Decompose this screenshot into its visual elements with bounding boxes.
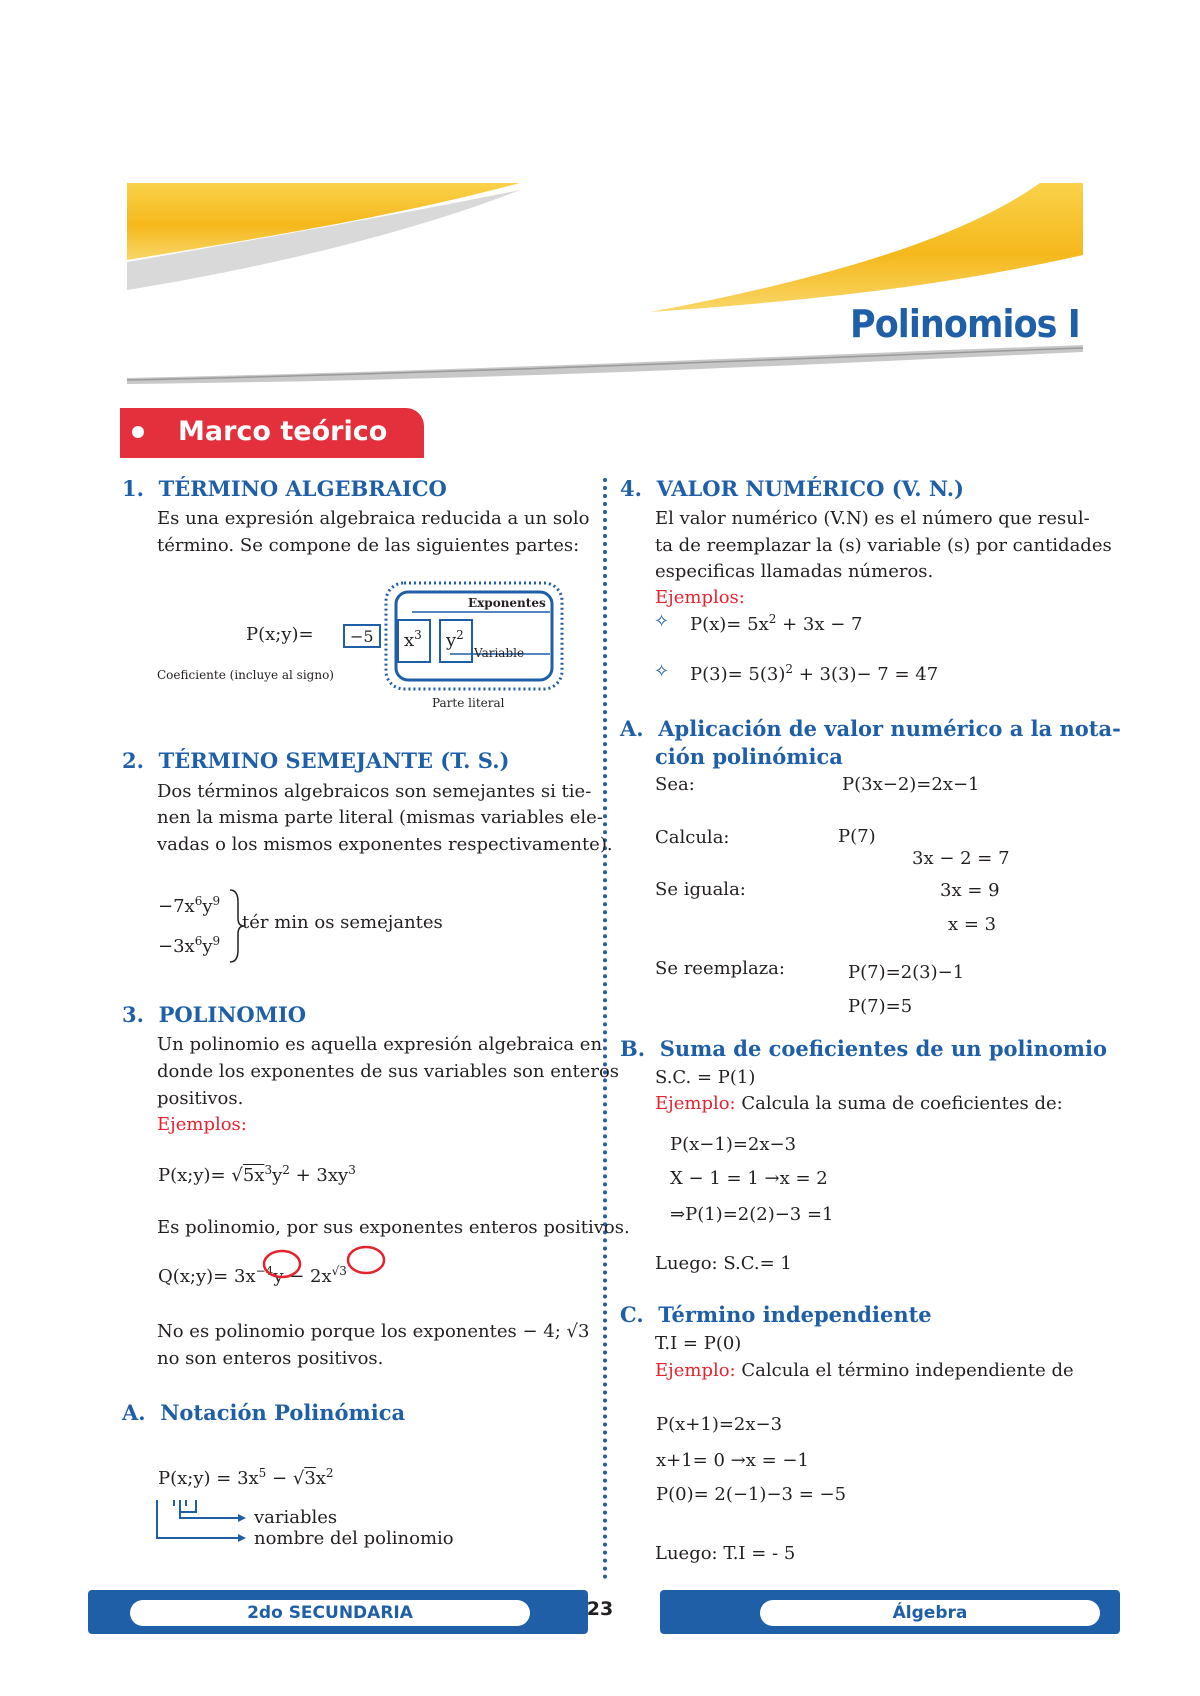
ti-eq-1: P(x+1)=2x−3 bbox=[656, 1414, 783, 1435]
diagram-y: $y^2$ bbox=[446, 628, 464, 651]
footer-grade: 2do SECUNDARIA bbox=[130, 1600, 530, 1626]
diagram-coef: −5 bbox=[350, 627, 374, 646]
diagram-expr: P(x;y)= bbox=[246, 624, 314, 645]
ti-formula: T.I = P(0) bbox=[655, 1333, 742, 1354]
label-variable: Variable bbox=[474, 646, 525, 660]
badge-label: Marco teórico bbox=[178, 416, 388, 447]
sc-eq-2: X − 1 = 1 →x = 2 bbox=[670, 1168, 828, 1189]
calcula-label: Calcula: bbox=[655, 827, 730, 848]
section-2-line-3: vadas o los mismos exponentes respectivamente). bbox=[157, 834, 613, 855]
sc-eq-1: P(x−1)=2x−3 bbox=[670, 1134, 797, 1155]
label-parte-literal: Parte literal bbox=[432, 696, 505, 710]
section-1-title: 1. TÉRMINO ALGEBRAICO bbox=[122, 476, 447, 501]
polynomial-q: Q(x;y)= $3x^{-4}y - 2x^{√3}$ bbox=[158, 1264, 347, 1287]
ti-result: Luego: T.I = - 5 bbox=[655, 1543, 796, 1564]
section-3-line-3: positivos. bbox=[157, 1088, 244, 1109]
section-2-line-1: Dos términos algebraicos son semejantes si tie- bbox=[157, 781, 592, 802]
section-A-right-title-1: A. Aplicación de valor numérico a la nota- bbox=[620, 716, 1121, 741]
iguala-label: Se iguala: bbox=[655, 879, 746, 900]
section-4-line-1: El valor numérico (V.N) es el número que resul- bbox=[655, 508, 1090, 529]
sc-formula: S.C. = P(1) bbox=[655, 1067, 756, 1088]
sparkle-icon: ✧ bbox=[654, 611, 670, 632]
ti-eq-2: x+1= 0 →x = −1 bbox=[656, 1450, 809, 1471]
ti-example: Ejemplo: Calcula el término independiente de bbox=[655, 1360, 1074, 1381]
page-number: 23 bbox=[586, 1598, 614, 1620]
section-1-line-2: término. Se compone de las siguientes partes: bbox=[157, 535, 580, 556]
polynomial-note: Es polinomio, por sus exponentes enteros positivos. bbox=[157, 1217, 630, 1238]
eq-x-3: x = 3 bbox=[948, 914, 997, 935]
sparkle-icon: ✧ bbox=[654, 661, 670, 682]
sc-result: Luego: S.C.= 1 bbox=[655, 1253, 792, 1274]
footer-subject: Álgebra bbox=[760, 1600, 1100, 1626]
eq-p7-2: P(7)=5 bbox=[848, 996, 913, 1017]
not-polynomial-line-1: No es polinomio porque los exponentes − 4; √3 bbox=[157, 1321, 590, 1342]
calcula-expr: P(7) bbox=[838, 826, 876, 847]
label-coeficiente: Coeficiente (incluye al signo) bbox=[157, 668, 334, 682]
section-4-line-3: especificas llamadas números. bbox=[655, 561, 934, 582]
column-divider bbox=[603, 478, 607, 1580]
section-3-examples-label: Ejemplos: bbox=[157, 1114, 247, 1135]
section-4-examples-label: Ejemplos: bbox=[655, 587, 745, 608]
section-C-title: C. Término independiente bbox=[620, 1302, 932, 1327]
similar-term-1: $-7x^6y^9$ bbox=[158, 894, 221, 917]
polynomial-p: P(x;y)= $√5x^3y^2 + 3xy^3$ bbox=[158, 1163, 356, 1186]
reemplaza-label: Se reemplaza: bbox=[655, 958, 785, 979]
section-A-left-title: A. Notación Polinómica bbox=[122, 1400, 406, 1425]
label-variables: variables bbox=[254, 1507, 338, 1528]
diagram-x: $x^3$ bbox=[404, 628, 422, 651]
similar-term-2: $-3x^6y^9$ bbox=[158, 934, 221, 957]
sea-label: Sea: bbox=[655, 774, 695, 795]
sea-expr: P(3x−2)=2x−1 bbox=[842, 774, 980, 795]
section-2-line-2: nen la misma parte literal (mismas variables ele- bbox=[157, 807, 603, 828]
vn-example-2: $P(3)= 5(3)^2 + 3(3)- 7 = 47$ bbox=[690, 662, 939, 685]
label-exponentes: Exponentes bbox=[468, 596, 546, 610]
section-4-line-2: ta de reemplazar la (s) variable (s) por cantidades bbox=[655, 535, 1112, 556]
label-nombre-polinomio: nombre del polinomio bbox=[254, 1528, 454, 1549]
section-1-line-1: Es una expresión algebraica reducida a un solo bbox=[157, 508, 590, 529]
bullet-icon bbox=[132, 426, 144, 438]
section-A-right-title-2: ción polinómica bbox=[655, 744, 843, 769]
eq-3x-9: 3x = 9 bbox=[940, 880, 1000, 901]
section-3-line-1: Un polinomio es aquella expresión algebraica en bbox=[157, 1034, 603, 1055]
vn-example-1: $P(x)= 5x^2 + 3x - 7$ bbox=[690, 612, 863, 635]
not-polynomial-line-2: no son enteros positivos. bbox=[157, 1348, 384, 1369]
sc-eq-3: ⇒P(1)=2(2)−3 =1 bbox=[670, 1204, 834, 1225]
section-3-line-2: donde los exponentes de sus variables son enteros bbox=[157, 1061, 620, 1082]
polynomial-notation-expr: P(x;y) = $3x^5 - √3x^2$ bbox=[158, 1466, 334, 1489]
notation-arrows bbox=[150, 1494, 260, 1546]
page-title: Polinomios I bbox=[850, 302, 1080, 346]
section-3-title: 3. POLINOMIO bbox=[122, 1002, 307, 1027]
section-4-title: 4. VALOR NUMÉRICO (V. N.) bbox=[620, 476, 964, 501]
eq-p7-1: P(7)=2(3)−1 bbox=[848, 962, 965, 983]
highlight-circles bbox=[262, 1244, 402, 1284]
sc-example: Ejemplo: Calcula la suma de coeficientes de: bbox=[655, 1093, 1063, 1114]
ti-eq-3: P(0)= 2(−1)−3 = −5 bbox=[656, 1484, 847, 1505]
section-B-title: B. Suma de coeficientes de un polinomio bbox=[620, 1036, 1107, 1061]
eq-3x-2-7: 3x − 2 = 7 bbox=[912, 848, 1010, 869]
section-badge bbox=[120, 408, 424, 458]
similar-terms-label: tér min os semejantes bbox=[242, 912, 443, 933]
section-2-title: 2. TÉRMINO SEMEJANTE (T. S.) bbox=[122, 748, 510, 773]
